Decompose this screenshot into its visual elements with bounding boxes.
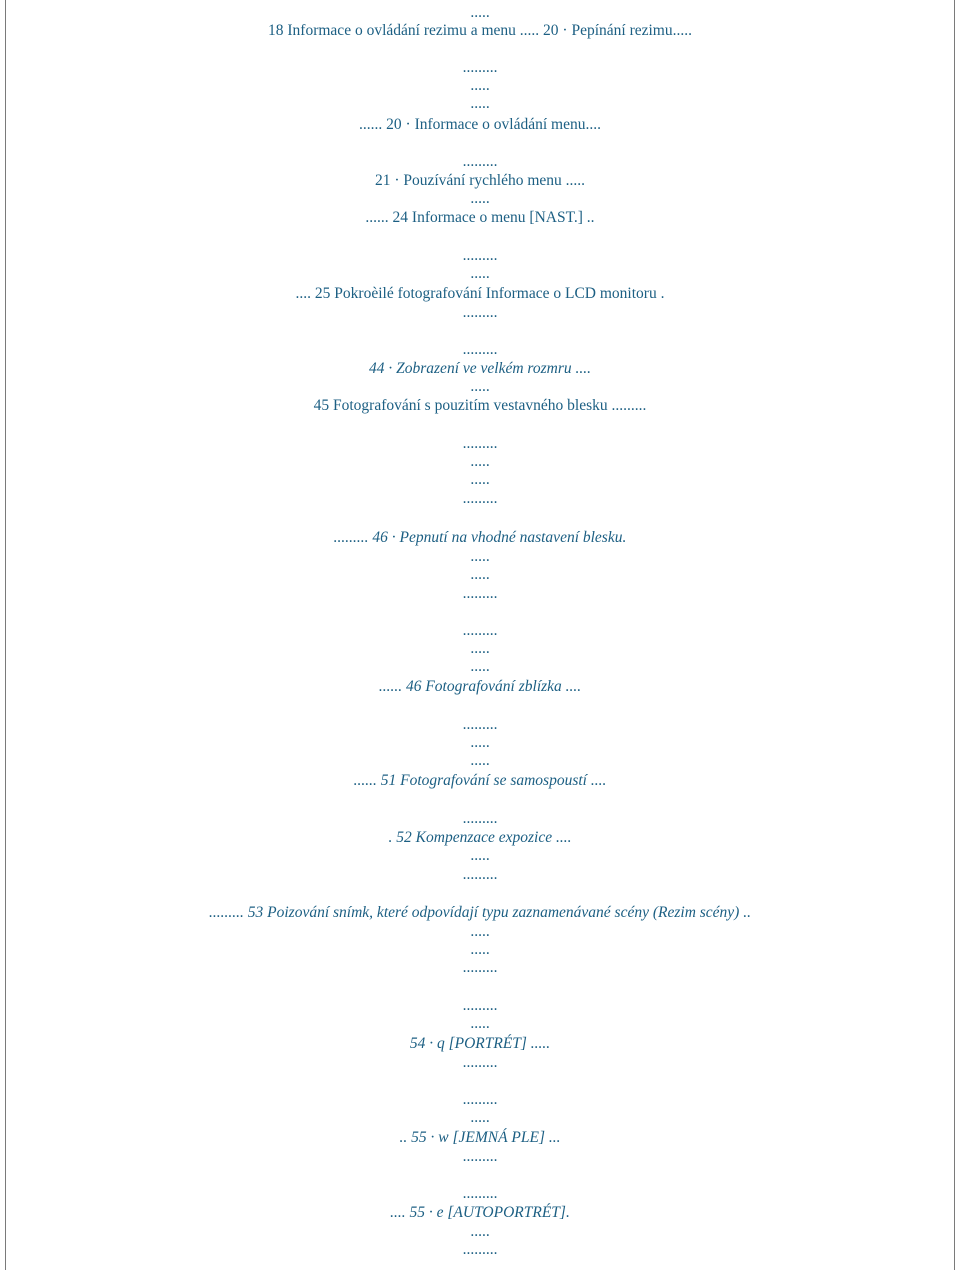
toc-dots: ......... — [462, 490, 498, 507]
toc-dots: ..... — [470, 77, 490, 94]
toc-dots: ......... — [462, 997, 498, 1014]
toc-dots: ..... — [470, 847, 490, 864]
toc-entry-kompenzace-expozice[interactable]: . 52 Kompenzace expozice .... — [388, 829, 572, 846]
toc-entry-menu-nast[interactable]: ...... 24 Informace o menu [NAST.] .. — [365, 209, 595, 226]
toc-dots: ......... — [462, 341, 498, 358]
toc-entry-nastaveni-blesku[interactable]: ......... 46 · Pepnutí na vhodné nastavení blesku. — [333, 529, 627, 546]
toc-dots: ..... — [470, 1223, 490, 1240]
toc-dots: ......... — [462, 622, 498, 639]
toc-dots: ......... — [462, 1185, 498, 1202]
toc-dots: ......... — [462, 585, 498, 602]
toc-dots: ..... — [470, 566, 490, 583]
toc-dots: ..... — [470, 658, 490, 675]
toc-dots: ..... — [470, 941, 490, 958]
toc-entry-velky-rozmer[interactable]: 44 · Zobrazení ve velkém rozmru .... — [369, 360, 591, 377]
toc-dots: ..... — [470, 378, 490, 395]
toc-dots: ..... — [470, 190, 490, 207]
toc-dots: ......... — [462, 304, 498, 321]
toc-dots: ......... — [462, 59, 498, 76]
toc-entry-zblizka[interactable]: ...... 46 Fotografování zblízka .... — [378, 678, 582, 695]
toc-dots: ......... — [462, 810, 498, 827]
toc-dots: ..... — [470, 1015, 490, 1032]
toc-dots: ......... — [462, 153, 498, 170]
toc-dots: ..... — [470, 95, 490, 112]
toc-dots: ......... — [462, 1148, 498, 1165]
toc-dots: ......... — [462, 1091, 498, 1108]
toc-dots: ..... — [470, 734, 490, 751]
toc-dots: ..... — [470, 640, 490, 657]
toc-dots: ..... — [470, 4, 490, 21]
toc-dots: ......... — [462, 716, 498, 733]
toc-dots: ..... — [470, 752, 490, 769]
toc-dots: ......... — [462, 435, 498, 452]
toc-dots: ..... — [470, 453, 490, 470]
toc-entry-lcd-monitor[interactable]: .... 25 Pokroèilé fotografování Informace o LCD monitoru . — [295, 285, 665, 302]
toc-dots: ......... — [462, 866, 498, 883]
toc-dots: ..... — [470, 548, 490, 565]
toc-dots: ..... — [470, 471, 490, 488]
toc-dots: ......... — [462, 959, 498, 976]
toc-entry-jemna-ple[interactable]: .. 55 · w [JEMNÁ PLE] ... — [399, 1129, 561, 1146]
toc-entry-vestavny-blesk[interactable]: 45 Fotografování s pouzitím vestavného blesku ......... — [313, 397, 647, 414]
toc-dots: ..... — [470, 1109, 490, 1126]
toc-dots: ..... — [470, 923, 490, 940]
toc-entry-portret[interactable]: 54 · q [PORTRÉT] ..... — [409, 1035, 551, 1052]
toc-entry-rychle-menu[interactable]: 21 · Pouzívání rychlého menu ..... — [374, 172, 586, 189]
toc-entry-rezim-sceny[interactable]: ......... 53 Poizování snímk, které odpovídají typu zaznamenávané scény (Rezim scény) .. — [209, 904, 751, 921]
toc-entry-samospoust[interactable]: ...... 51 Fotografování se samospoustí .... — [353, 772, 607, 789]
toc-dots: ..... — [470, 265, 490, 282]
toc-dots: ......... — [462, 1054, 498, 1071]
toc-dots: ......... — [462, 247, 498, 264]
toc-entry-autoportret[interactable]: .... 55 · e [AUTOPORTRÉT]. — [390, 1204, 570, 1221]
toc-dots: ......... — [462, 1241, 498, 1258]
toc-entry-informace-rezimu[interactable]: 18 Informace o ovládání rezimu a menu ..... 20 · Pepínání rezimu..... — [268, 22, 692, 39]
toc-entry-informace-menu[interactable]: ...... 20 · Informace o ovládání menu.... — [359, 116, 601, 133]
